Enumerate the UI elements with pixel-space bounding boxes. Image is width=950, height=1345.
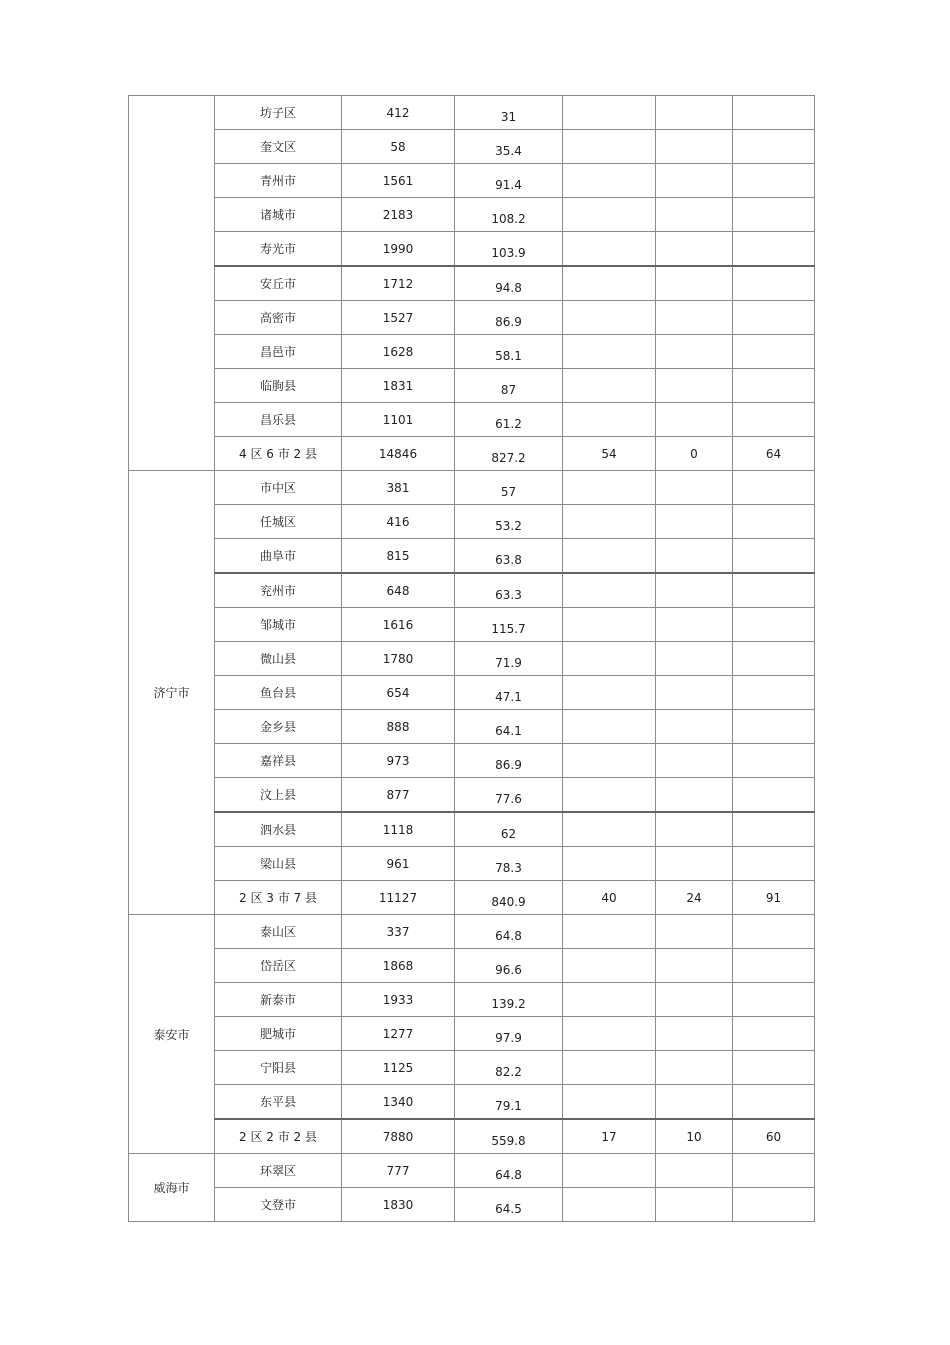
table-row — [129, 130, 815, 164]
value-e-cell: 60 — [733, 1119, 815, 1154]
value-b-cell — [455, 437, 563, 471]
value-b-cell — [455, 881, 563, 915]
table-row — [129, 608, 815, 642]
value-a-cell: 1125 — [342, 1051, 455, 1085]
value-b-cell — [455, 403, 563, 437]
table-row — [129, 1188, 815, 1222]
value-d-cell: 0 — [656, 437, 733, 471]
table-row — [129, 164, 815, 198]
table-row — [129, 369, 815, 403]
value-a-cell: 654 — [342, 676, 455, 710]
value-c-cell — [563, 266, 656, 301]
value-d-cell — [656, 710, 733, 744]
value-c-cell — [563, 676, 656, 710]
value-b-text: 91.4 — [495, 177, 522, 192]
value-e-cell — [733, 1154, 815, 1188]
value-b-cell — [455, 812, 563, 847]
value-d-cell — [656, 301, 733, 335]
value-b-text: 71.9 — [495, 655, 522, 670]
value-d-cell — [656, 335, 733, 369]
value-a-cell: 416 — [342, 505, 455, 539]
value-c-cell — [563, 539, 656, 574]
county-name-cell: 青州市 — [215, 164, 342, 198]
county-name-cell: 曲阜市 — [215, 539, 342, 574]
value-e-cell — [733, 96, 815, 130]
value-a-cell: 777 — [342, 1154, 455, 1188]
table-row — [129, 96, 815, 130]
county-name-cell: 宁阳县 — [215, 1051, 342, 1085]
value-a-cell: 1561 — [342, 164, 455, 198]
value-e-cell — [733, 266, 815, 301]
value-b-text: 87 — [500, 382, 517, 397]
city-cell: 泰安市 — [129, 915, 215, 1154]
value-b-text: 35.4 — [495, 143, 522, 158]
value-c-cell: 17 — [563, 1119, 656, 1154]
value-d-cell — [656, 915, 733, 949]
value-d-cell — [656, 744, 733, 778]
value-b-cell — [455, 949, 563, 983]
value-b-cell — [455, 1188, 563, 1222]
value-e-cell — [733, 983, 815, 1017]
value-b-cell — [455, 471, 563, 505]
value-d-cell: 10 — [656, 1119, 733, 1154]
value-b-text: 53.2 — [495, 518, 522, 533]
county-name-cell: 鱼台县 — [215, 676, 342, 710]
value-d-cell — [656, 198, 733, 232]
value-c-cell — [563, 710, 656, 744]
value-b-text: 78.3 — [495, 860, 522, 875]
value-b-text: 86.9 — [495, 314, 522, 329]
value-b-cell — [455, 778, 563, 813]
value-b-text: 58.1 — [495, 348, 522, 363]
value-e-cell — [733, 164, 815, 198]
value-e-cell — [733, 847, 815, 881]
table-row — [129, 471, 815, 505]
value-e-cell — [733, 1085, 815, 1120]
value-c-cell: 54 — [563, 437, 656, 471]
value-c-cell — [563, 403, 656, 437]
value-d-cell — [656, 505, 733, 539]
county-name-cell: 高密市 — [215, 301, 342, 335]
value-b-cell — [455, 1017, 563, 1051]
value-b-text: 77.6 — [495, 791, 522, 806]
county-name-cell: 4 区 6 市 2 县 — [215, 437, 342, 471]
county-name-cell: 岱岳区 — [215, 949, 342, 983]
value-c-cell — [563, 1188, 656, 1222]
value-e-cell — [733, 1017, 815, 1051]
value-b-text: 827.2 — [491, 450, 526, 465]
value-b-text: 47.1 — [495, 689, 522, 704]
table-row — [129, 744, 815, 778]
value-b-cell — [455, 130, 563, 164]
value-b-cell — [455, 164, 563, 198]
value-b-text: 96.6 — [495, 962, 522, 977]
county-name-cell: 任城区 — [215, 505, 342, 539]
value-a-cell: 1712 — [342, 266, 455, 301]
table-row — [129, 1119, 815, 1154]
value-c-cell — [563, 198, 656, 232]
city-cell: 威海市 — [129, 1154, 215, 1222]
value-a-cell: 381 — [342, 471, 455, 505]
value-b-cell — [455, 744, 563, 778]
value-c-cell — [563, 1085, 656, 1120]
value-a-cell: 1277 — [342, 1017, 455, 1051]
value-d-cell — [656, 1085, 733, 1120]
value-b-cell — [455, 369, 563, 403]
value-e-cell: 64 — [733, 437, 815, 471]
value-c-cell — [563, 335, 656, 369]
value-e-cell — [733, 232, 815, 267]
value-b-cell — [455, 1051, 563, 1085]
value-b-cell — [455, 301, 563, 335]
value-d-cell — [656, 1017, 733, 1051]
value-d-cell — [656, 232, 733, 267]
value-c-cell — [563, 847, 656, 881]
value-d-cell — [656, 1051, 733, 1085]
value-d-cell — [656, 949, 733, 983]
value-e-cell — [733, 335, 815, 369]
value-c-cell — [563, 1051, 656, 1085]
value-a-cell: 1831 — [342, 369, 455, 403]
table-row — [129, 881, 815, 915]
value-a-cell: 337 — [342, 915, 455, 949]
county-name-cell: 邹城市 — [215, 608, 342, 642]
county-name-cell: 2 区 3 市 7 县 — [215, 881, 342, 915]
value-b-cell — [455, 676, 563, 710]
table-row — [129, 847, 815, 881]
city-cell — [129, 96, 215, 471]
value-d-cell — [656, 164, 733, 198]
value-b-text: 97.9 — [495, 1030, 522, 1045]
value-a-cell: 815 — [342, 539, 455, 574]
value-d-cell — [656, 778, 733, 813]
county-name-cell: 肥城市 — [215, 1017, 342, 1051]
value-a-cell: 1628 — [342, 335, 455, 369]
value-c-cell — [563, 164, 656, 198]
value-b-cell — [455, 505, 563, 539]
value-b-text: 64.8 — [495, 1167, 522, 1182]
county-name-cell: 坊子区 — [215, 96, 342, 130]
value-b-text: 63.3 — [495, 587, 522, 602]
value-e-cell — [733, 915, 815, 949]
table-row — [129, 301, 815, 335]
value-d-cell — [656, 573, 733, 608]
county-name-cell: 梁山县 — [215, 847, 342, 881]
table-row — [129, 1051, 815, 1085]
value-e-cell — [733, 198, 815, 232]
table-row — [129, 335, 815, 369]
value-e-cell — [733, 403, 815, 437]
value-e-cell: 91 — [733, 881, 815, 915]
value-e-cell — [733, 812, 815, 847]
county-name-cell: 昌邑市 — [215, 335, 342, 369]
value-a-cell: 1780 — [342, 642, 455, 676]
value-c-cell — [563, 915, 656, 949]
county-name-cell: 临朐县 — [215, 369, 342, 403]
value-b-cell — [455, 1119, 563, 1154]
value-d-cell — [656, 1188, 733, 1222]
value-b-text: 86.9 — [495, 757, 522, 772]
value-c-cell — [563, 96, 656, 130]
value-d-cell — [656, 847, 733, 881]
value-e-cell — [733, 573, 815, 608]
value-c-cell — [563, 642, 656, 676]
value-a-cell: 1527 — [342, 301, 455, 335]
county-name-cell: 兖州市 — [215, 573, 342, 608]
value-c-cell — [563, 1154, 656, 1188]
table-row — [129, 266, 815, 301]
table-row — [129, 915, 815, 949]
value-b-text: 840.9 — [491, 894, 526, 909]
value-b-text: 79.1 — [495, 1098, 522, 1113]
value-d-cell — [656, 642, 733, 676]
value-d-cell — [656, 403, 733, 437]
table-row — [129, 1154, 815, 1188]
value-e-cell — [733, 301, 815, 335]
value-e-cell — [733, 471, 815, 505]
value-c-cell — [563, 983, 656, 1017]
county-name-cell: 金乡县 — [215, 710, 342, 744]
value-b-text: 103.9 — [491, 245, 526, 260]
value-a-cell: 973 — [342, 744, 455, 778]
value-d-cell — [656, 812, 733, 847]
value-b-text: 559.8 — [491, 1133, 526, 1148]
value-c-cell — [563, 301, 656, 335]
table-row — [129, 403, 815, 437]
value-c-cell — [563, 812, 656, 847]
value-b-text: 63.8 — [495, 552, 522, 567]
value-b-text: 64.8 — [495, 928, 522, 943]
value-d-cell — [656, 369, 733, 403]
value-a-cell: 648 — [342, 573, 455, 608]
value-d-cell — [656, 130, 733, 164]
table-row — [129, 1017, 815, 1051]
value-b-cell — [455, 983, 563, 1017]
county-name-cell: 新泰市 — [215, 983, 342, 1017]
value-e-cell — [733, 642, 815, 676]
table-row — [129, 573, 815, 608]
value-d-cell — [656, 539, 733, 574]
county-name-cell: 文登市 — [215, 1188, 342, 1222]
value-d-cell — [656, 676, 733, 710]
value-d-cell — [656, 471, 733, 505]
value-b-cell — [455, 96, 563, 130]
value-b-cell — [455, 847, 563, 881]
table-row — [129, 983, 815, 1017]
value-c-cell — [563, 744, 656, 778]
value-c-cell — [563, 1017, 656, 1051]
value-c-cell: 40 — [563, 881, 656, 915]
table-row — [129, 539, 815, 574]
county-name-cell: 寿光市 — [215, 232, 342, 267]
table-row — [129, 949, 815, 983]
value-c-cell — [563, 608, 656, 642]
value-a-cell: 1933 — [342, 983, 455, 1017]
value-e-cell — [733, 1051, 815, 1085]
value-b-cell — [455, 573, 563, 608]
value-c-cell — [563, 471, 656, 505]
value-c-cell — [563, 369, 656, 403]
county-name-cell: 昌乐县 — [215, 403, 342, 437]
value-c-cell — [563, 949, 656, 983]
value-b-text: 57 — [500, 484, 517, 499]
county-data-table — [128, 95, 815, 1222]
value-a-cell: 1868 — [342, 949, 455, 983]
value-e-cell — [733, 130, 815, 164]
value-a-cell: 1616 — [342, 608, 455, 642]
value-e-cell — [733, 778, 815, 813]
county-name-cell: 泗水县 — [215, 812, 342, 847]
county-name-cell: 市中区 — [215, 471, 342, 505]
value-e-cell — [733, 676, 815, 710]
county-name-cell: 汶上县 — [215, 778, 342, 813]
value-b-cell — [455, 642, 563, 676]
value-c-cell — [563, 130, 656, 164]
county-name-cell: 奎文区 — [215, 130, 342, 164]
value-e-cell — [733, 608, 815, 642]
county-name-cell: 诸城市 — [215, 198, 342, 232]
value-a-cell: 1101 — [342, 403, 455, 437]
value-d-cell — [656, 983, 733, 1017]
value-a-cell: 58 — [342, 130, 455, 164]
value-e-cell — [733, 505, 815, 539]
value-b-text: 139.2 — [491, 996, 526, 1011]
value-d-cell — [656, 1154, 733, 1188]
value-c-cell — [563, 778, 656, 813]
value-a-cell: 2183 — [342, 198, 455, 232]
value-e-cell — [733, 539, 815, 574]
value-b-text: 115.7 — [491, 621, 526, 636]
value-b-text: 94.8 — [495, 280, 522, 295]
city-cell: 济宁市 — [129, 471, 215, 915]
value-a-cell: 412 — [342, 96, 455, 130]
value-a-cell: 888 — [342, 710, 455, 744]
value-d-cell — [656, 266, 733, 301]
value-b-cell — [455, 198, 563, 232]
value-a-cell: 877 — [342, 778, 455, 813]
table-row — [129, 198, 815, 232]
value-b-cell — [455, 539, 563, 574]
value-e-cell — [733, 949, 815, 983]
value-e-cell — [733, 369, 815, 403]
value-a-cell: 1830 — [342, 1188, 455, 1222]
value-b-text: 64.1 — [495, 723, 522, 738]
table-row — [129, 778, 815, 813]
value-b-cell — [455, 608, 563, 642]
value-e-cell — [733, 744, 815, 778]
county-name-cell: 微山县 — [215, 642, 342, 676]
value-b-cell — [455, 232, 563, 267]
value-a-cell: 1990 — [342, 232, 455, 267]
table-row — [129, 437, 815, 471]
county-name-cell: 安丘市 — [215, 266, 342, 301]
table-row — [129, 232, 815, 267]
value-b-cell — [455, 915, 563, 949]
table-row — [129, 642, 815, 676]
value-b-cell — [455, 710, 563, 744]
value-b-text: 64.5 — [495, 1201, 522, 1216]
value-e-cell — [733, 710, 815, 744]
table-row — [129, 1085, 815, 1120]
value-b-text: 82.2 — [495, 1064, 522, 1079]
county-name-cell: 2 区 2 市 2 县 — [215, 1119, 342, 1154]
value-a-cell: 14846 — [342, 437, 455, 471]
value-e-cell — [733, 1188, 815, 1222]
county-name-cell: 东平县 — [215, 1085, 342, 1120]
value-b-cell — [455, 335, 563, 369]
value-d-cell: 24 — [656, 881, 733, 915]
value-b-text: 62 — [500, 826, 517, 841]
value-b-cell — [455, 266, 563, 301]
value-b-cell — [455, 1085, 563, 1120]
table-row — [129, 505, 815, 539]
county-name-cell: 环翠区 — [215, 1154, 342, 1188]
value-b-text: 31 — [500, 109, 517, 124]
value-b-text: 108.2 — [491, 211, 526, 226]
value-d-cell — [656, 96, 733, 130]
value-c-cell — [563, 232, 656, 267]
value-b-cell — [455, 1154, 563, 1188]
value-d-cell — [656, 608, 733, 642]
table-row — [129, 812, 815, 847]
value-c-cell — [563, 505, 656, 539]
table-row — [129, 676, 815, 710]
value-c-cell — [563, 573, 656, 608]
county-name-cell: 泰山区 — [215, 915, 342, 949]
value-b-text: 61.2 — [495, 416, 522, 431]
value-a-cell: 7880 — [342, 1119, 455, 1154]
value-a-cell: 11127 — [342, 881, 455, 915]
value-a-cell: 1118 — [342, 812, 455, 847]
county-name-cell: 嘉祥县 — [215, 744, 342, 778]
value-a-cell: 961 — [342, 847, 455, 881]
table-row — [129, 710, 815, 744]
value-a-cell: 1340 — [342, 1085, 455, 1120]
